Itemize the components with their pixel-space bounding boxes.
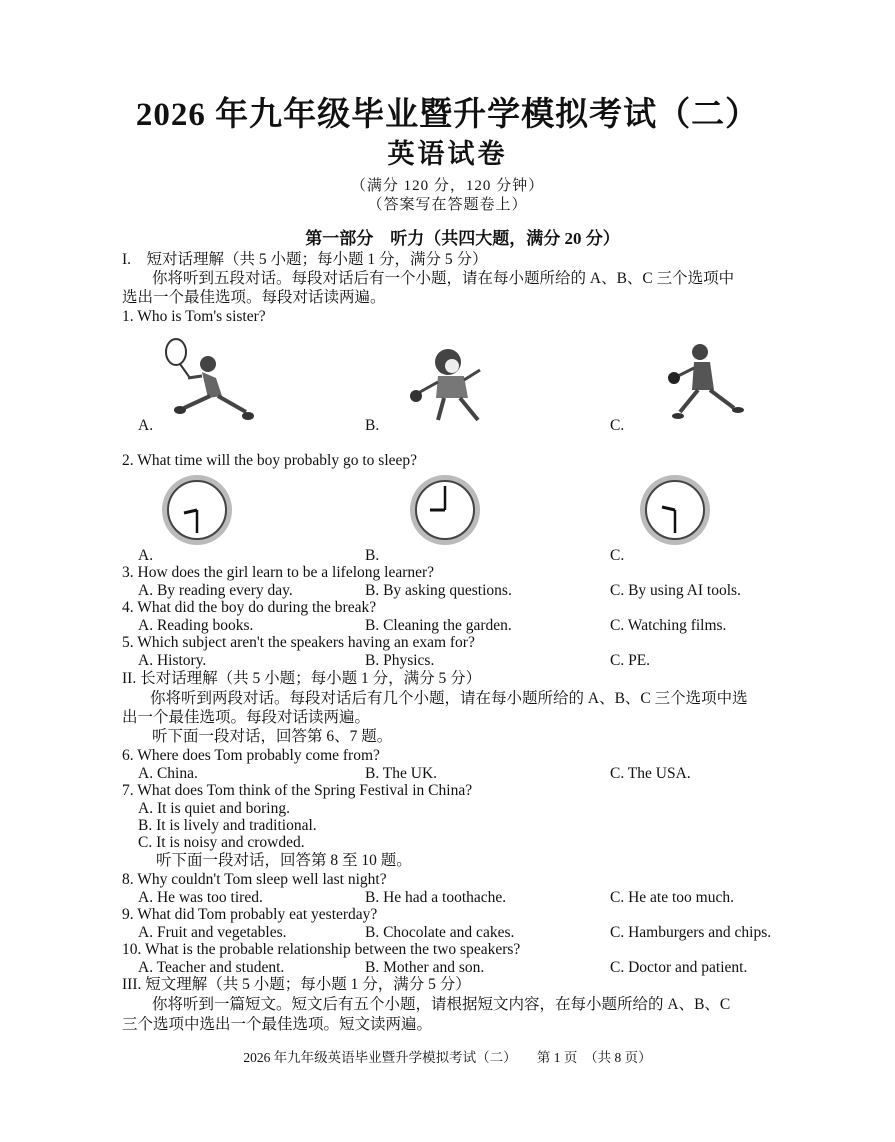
- question-7: 7. What does Tom think of the Spring Festival in China?: [122, 782, 473, 799]
- section-1-heading: I. 短对话理解（共 5 小题；每小题 1 分，满分 5 分）: [122, 251, 488, 268]
- page-footer: 2026 年九年级英语毕业暨升学模拟考试（二） 第 1 页 （共 8 页）: [243, 1050, 652, 1065]
- question-3: 3. How does the girl learn to be a lifelong learner?: [122, 564, 435, 581]
- q1-option-c: C.: [610, 417, 625, 434]
- clock-icon-b: [408, 473, 482, 547]
- q10-option-b: B. Mother and son.: [365, 959, 485, 976]
- exam-title: 2026 年九年级毕业暨升学模拟考试（二）: [135, 97, 760, 133]
- q8-option-c: C. He ate too much.: [610, 889, 734, 906]
- exam-subtitle: 英语试卷: [387, 139, 508, 169]
- q2-option-a: A.: [138, 547, 154, 564]
- q4-option-b: B. Cleaning the garden.: [365, 617, 512, 634]
- q2-option-b: B.: [365, 547, 380, 564]
- q3-option-c: C. By using AI tools.: [610, 582, 741, 599]
- part-one-heading: 第一部分 听力（共四大题，满分 20 分）: [305, 229, 620, 248]
- q1-option-b: B.: [365, 417, 380, 434]
- q2-option-c: C.: [610, 547, 625, 564]
- q10-option-a: A. Teacher and student.: [138, 959, 285, 976]
- clock-icon-a: [160, 473, 234, 547]
- basketball-player-picture: [660, 342, 770, 434]
- question-10: 10. What is the probable relationship between the two speakers?: [122, 941, 521, 958]
- question-5: 5. Which subject aren't the speakers having an exam for?: [122, 634, 475, 651]
- q10-option-c: C. Doctor and patient.: [610, 959, 748, 976]
- section-3-instruction: 你将听到一篇短文。短文后有五个小题，请根据短文内容，在每小题所给的 A、B、C: [152, 996, 731, 1013]
- question-8: 8. Why couldn't Tom sleep well last night?: [122, 871, 387, 888]
- q8-option-a: A. He was too tired.: [138, 889, 263, 906]
- section-2-instruction: 你将听到两段对话。每段对话后有几个小题，请在每小题所给的 A、B、C 三个选项中选: [150, 690, 748, 707]
- question-2: 2. What time will the boy probably go to sleep?: [122, 452, 418, 469]
- q9-option-c: C. Hamburgers and chips.: [610, 924, 772, 941]
- section-1-instruction-cont: 选出一个最佳选项。每段对话读两遍。: [122, 289, 386, 306]
- question-4: 4. What did the boy do during the break?: [122, 599, 377, 616]
- q4-option-a: A. Reading books.: [138, 617, 254, 634]
- q5-option-b: B. Physics.: [365, 652, 435, 669]
- table-tennis-player-picture: [402, 340, 512, 432]
- q5-option-c: C. PE.: [610, 652, 651, 669]
- clock-icon-c: [638, 473, 712, 547]
- badminton-player-picture: [150, 338, 260, 430]
- dialogue-2-lead: 听下面一段对话，回答第 8 至 10 题。: [156, 852, 412, 869]
- question-9: 9. What did Tom probably eat yesterday?: [122, 906, 378, 923]
- q9-option-a: A. Fruit and vegetables.: [138, 924, 287, 941]
- q6-option-c: C. The USA.: [610, 765, 691, 782]
- q7-option-b: B. It is lively and traditional.: [138, 817, 317, 834]
- section-2-instruction-cont: 出一个最佳选项。每段对话读两遍。: [122, 709, 371, 726]
- q9-option-b: B. Chocolate and cakes.: [365, 924, 515, 941]
- q6-option-a: A. China.: [138, 765, 198, 782]
- section-1-instruction: 你将听到五段对话。每段对话后有一个小题，请在每小题所给的 A、B、C 三个选项中: [152, 270, 735, 287]
- question-1: 1. Who is Tom's sister?: [122, 308, 266, 325]
- q5-option-a: A. History.: [138, 652, 207, 669]
- q4-option-c: C. Watching films.: [610, 617, 727, 634]
- q7-option-a: A. It is quiet and boring.: [138, 800, 290, 817]
- q3-option-b: B. By asking questions.: [365, 582, 512, 599]
- q8-option-b: B. He had a toothache.: [365, 889, 507, 906]
- q7-option-c: C. It is noisy and crowded.: [138, 834, 305, 851]
- score-note: （满分 120 分，120 分钟）: [350, 178, 545, 194]
- q1-option-a: A.: [138, 417, 154, 434]
- section-2-heading: II. 长对话理解（共 5 小题；每小题 1 分，满分 5 分）: [122, 670, 482, 687]
- section-3-instruction-cont: 三个选项中选出一个最佳选项。短文读两遍。: [122, 1016, 433, 1033]
- dialogue-1-lead: 听下面一段对话，回答第 6、7 题。: [152, 728, 393, 745]
- q3-option-a: A. By reading every day.: [138, 582, 293, 599]
- question-6: 6. Where does Tom probably come from?: [122, 747, 380, 764]
- q6-option-b: B. The UK.: [365, 765, 438, 782]
- answer-note: （答案写在答题卷上）: [367, 197, 528, 213]
- section-3-heading: III. 短文理解（共 5 小题；每小题 1 分，满分 5 分）: [122, 976, 471, 993]
